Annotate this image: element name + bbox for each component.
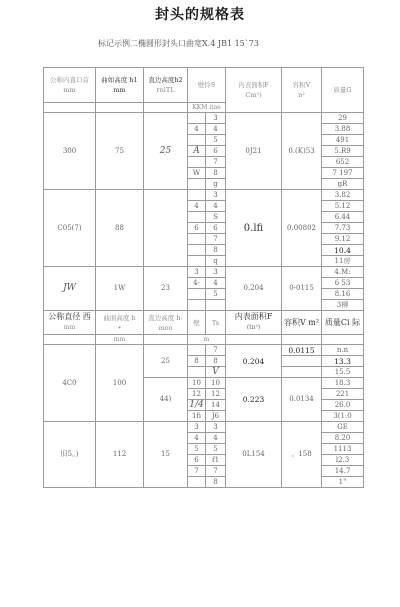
volume-cell: 0.0115 [282,345,322,356]
head-specification-table [43,67,364,488]
header2-h2: 直边高度 h- moo [144,311,188,335]
h2-cell [144,190,188,267]
volume-cell: 0.00802 [282,190,322,267]
table-header-row-2 [44,311,364,335]
header2-thickness-b: Ts [206,311,226,335]
h2-cell: 25 [144,113,188,190]
header-mass: 质量G [322,68,364,113]
h2-cell: 23 [144,267,188,311]
table-row: 7 9.12 [44,234,364,245]
table-row: JW 1W 23 3 3 0.204 0-0115 4.M: [44,267,364,278]
table-row: A 6 5.R9 [44,146,364,157]
table-row: S 6.44 [44,212,364,223]
table-row: W 8 7 197 [44,168,364,179]
header-volume: 容积V n² [282,68,322,113]
area-cell: 0J21 [226,113,282,190]
header-dn: 公称内直口首 mm [44,68,96,103]
h1-cell: 112 [96,422,144,488]
dn-cell: 300 [44,113,96,190]
area-cell: 0.204 [226,267,282,311]
volume-cell: 。158 [282,422,322,488]
dn-cell: JW [44,267,96,311]
header2-thickness: 壁 [188,311,206,335]
h1-cell: 88 [96,190,144,267]
table-row: 7 652 [44,157,364,168]
table-row: 300 75 25 3 0J21 0.(K)53 29 [44,113,364,124]
table-row: 1/4 14 26.0 [44,400,364,411]
table-row: g gR [44,179,364,190]
table-row: 6 6 7.73 [44,223,364,234]
table-row: 44) 10 10 0.223 0.0134 18.3 [44,378,364,389]
area-cell: 0L154 [226,422,282,488]
area-cell: 0.223 [226,378,282,422]
header-thickness: 壁怜S [188,68,226,103]
h2-cell: 44) [144,378,188,422]
dn-cell: 旧5。) [44,422,96,488]
table-row: 4- 4 6 53 [44,278,364,289]
table-row: 6 f1 l2.3 [44,455,364,466]
table-row: 8 10.4 [44,245,364,256]
table-row: 5 8.16 [44,289,364,300]
table-row: 7 7 14.7 [44,466,364,477]
header2-h1: 曲面高度 h • [96,311,144,335]
h1-cell: 75 [96,113,144,190]
h2-cell: 15 [144,422,188,488]
dn-cell: 4C0 [44,345,96,422]
header-area: 内表面积F Cm²) [226,68,282,113]
header-thickness-sub: KKM itae [188,103,226,113]
table-row: 4 4 5.12 [44,201,364,212]
table-row: q 11房 [44,256,364,267]
dn-cell: C05(7) [44,190,96,267]
table-row: 8 1" [44,477,364,488]
table-row: V 15.5 [44,367,364,378]
area-cell: 0.lfi [226,190,282,267]
table-row: 1fi J6 3(1.0 [44,411,364,422]
table-row: 4C0 100 25 7 0.204 0.0115 n.n [44,345,364,356]
table-row: 5 491 [44,135,364,146]
page-title: 封头的规格表 [155,7,245,23]
table-row: 4 4 3.88 [44,124,364,135]
header-h1: 曲如高度 h1 mm [96,68,144,103]
header2-mass: 质量Ci 际 [322,311,364,335]
header2-dn: 公称直径 西 mm [44,311,96,335]
table-row: 4 4 8.20 [44,433,364,444]
h1-cell: 100 [96,345,144,422]
marking-example: 标记示例二椭圆形封头口曲宽X.4 JB1 15`73 [98,39,259,48]
table-row: 3柳 [44,300,364,311]
area-cell: 0.204 [226,345,282,378]
table-row: 8 8 13.3 [44,356,364,367]
table-row: 12 12 221 [44,389,364,400]
volume-cell: 0-0115 [282,267,322,311]
header-h2: 直边高度h2 rnlTL [144,68,188,103]
h2-cell: 25 [144,345,188,378]
header2-area: 内表面积F (tn²) [226,311,282,335]
table-row: 旧5。) 112 15 3 3 0L154 。158 GE [44,422,364,433]
table-header-row [44,68,364,103]
volume-cell: 0.(K)53 [282,113,322,190]
h1-cell: 1W [96,267,144,311]
volume-cell: 0.0134 [282,378,322,422]
table-header-subrow-2: mm m [44,335,364,345]
table-row: 5 5 1113 [44,444,364,455]
header2-volume: 容积V m² [282,311,322,335]
table-row: C05(7) 88 3 0.lfi 0.00802 3.82 [44,190,364,201]
